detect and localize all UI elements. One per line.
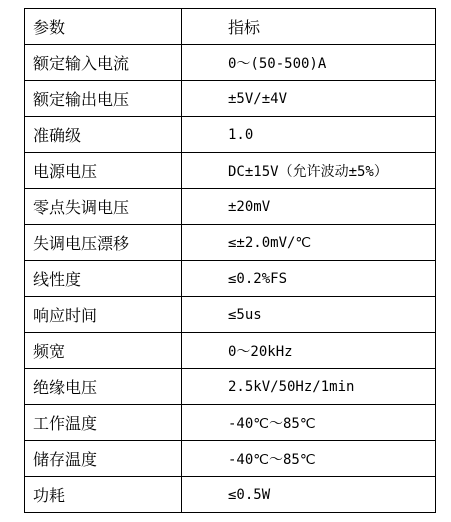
spec-table-body: [25, 9, 436, 513]
param-cell: 线性度: [25, 261, 182, 297]
param-cell: 储存温度: [25, 441, 182, 477]
param-cell: 频宽: [25, 333, 182, 369]
table-row: [25, 369, 436, 405]
header-value-cell: 指标: [182, 9, 436, 45]
table-row: [25, 477, 436, 513]
table-row: [25, 225, 436, 261]
value-cell: 0～(50-500)A: [182, 45, 436, 81]
table-row: [25, 261, 436, 297]
value-cell: -40℃～85℃: [182, 441, 436, 477]
param-cell: 额定输入电流: [25, 45, 182, 81]
value-cell: -40℃～85℃: [182, 405, 436, 441]
param-cell: 零点失调电压: [25, 189, 182, 225]
param-cell: 绝缘电压: [25, 369, 182, 405]
table-row: [25, 117, 436, 153]
param-cell: 响应时间: [25, 297, 182, 333]
value-cell: ±20mV: [182, 189, 436, 225]
value-cell: DC±15V（允许波动±5%）: [182, 153, 436, 189]
param-cell: 失调电压漂移: [25, 225, 182, 261]
table-row: [25, 153, 436, 189]
table-row: [25, 81, 436, 117]
param-cell: 功耗: [25, 477, 182, 513]
value-cell: ≤±2.0mV/℃: [182, 225, 436, 261]
table-row: [25, 189, 436, 225]
value-cell: ≤0.2%FS: [182, 261, 436, 297]
value-cell: 0～20kHz: [182, 333, 436, 369]
param-cell: 准确级: [25, 117, 182, 153]
table-row: [25, 441, 436, 477]
value-cell: ≤0.5W: [182, 477, 436, 513]
param-cell: 额定输出电压: [25, 81, 182, 117]
header-param-cell: 参数: [25, 9, 182, 45]
param-cell: 工作温度: [25, 405, 182, 441]
value-cell: ±5V/±4V: [182, 81, 436, 117]
table-header-row: [25, 9, 436, 45]
value-cell: 2.5kV/50Hz/1min: [182, 369, 436, 405]
table-row: [25, 405, 436, 441]
value-cell: ≤5us: [182, 297, 436, 333]
table-row: [25, 45, 436, 81]
param-cell: 电源电压: [25, 153, 182, 189]
table-row: [25, 333, 436, 369]
table-row: [25, 297, 436, 333]
value-cell: 1.0: [182, 117, 436, 153]
spec-table: [24, 8, 436, 513]
